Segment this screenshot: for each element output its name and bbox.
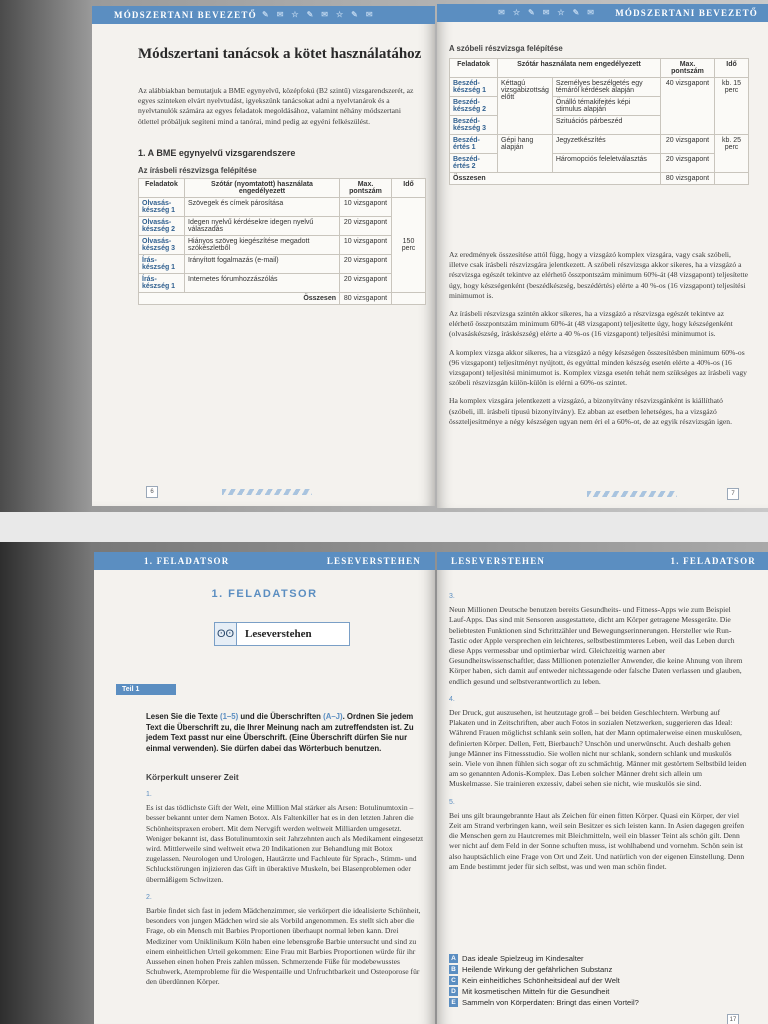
- table-row: [139, 255, 426, 274]
- results-text: [449, 250, 749, 435]
- paragraph: A komplex vizsga akkor sikeres, ha a vizsgázó a négy készségen összesítésben minimum 60%-os (96 vizsgapont) teljesítményt nyújtott, és egyúttal minden készség esetén elérte a 40%-os (16 vizsgapont) teljesítési minimumot is. Komplex vizsga esetén tehát nem szükséges az írásbeli vagy szóbeli részvizsgán külön-külön is elérni a 60%-os szintet.: [449, 347, 747, 388]
- time-cell: 150 perc: [392, 198, 426, 293]
- desc-cell: Irányított fogalmazás (e-mail): [185, 255, 340, 274]
- table-header: Feladatok: [450, 59, 498, 78]
- table-header: Max. pontszám: [661, 59, 715, 78]
- running-head-chapter: 1. FELADATSOR: [144, 556, 230, 566]
- page-footer: [437, 488, 768, 502]
- option-item: [449, 954, 747, 963]
- decorative-icons: ✉ ☆ ✎ ✉ ☆ ✎ ✉: [498, 8, 597, 17]
- running-head-section: LESEVERSTEHEN: [326, 556, 421, 566]
- text-number: 4.: [449, 695, 455, 703]
- reading-text: Bei uns gilt braungebrannte Haut als Zeichen für einen fitten Körper. Quasi ein Körper, der viel Zeit am Strand verbringen kann, weil sein Besitzer es sich leisten kann. In Asien dagegen greifen die Menschen gern zu Hautcremes mit Bleichmitteln, weil ein blasser Teint als schön gilt. Denn wer nicht auf dem Feld in der Sonne schuften muss, ist wohlhabend und vornehm. Schön sein ist also hauptsächlich eine Frage von Ort und Zeit. Und natürlich von der eigenen Einstellung. Denn am Ende bestimmt jeder für sich selbst, was und wen man schön findet.: [449, 810, 745, 871]
- option-letter: B: [449, 965, 458, 974]
- option-letter: D: [449, 987, 458, 996]
- page-6: [92, 6, 435, 506]
- total-points: 80 vizsgapont: [340, 293, 392, 305]
- table-row: [450, 78, 749, 97]
- task-cell: Olvasás-készség 2: [139, 217, 185, 236]
- total-label: Összesen: [139, 293, 340, 305]
- oral-exam-table: [449, 58, 749, 185]
- text-number: 3.: [449, 593, 455, 600]
- table-header: Szótár (nyomtatott) használata engedélyezett: [185, 179, 340, 198]
- task-cell: Beszéd-értés 2: [450, 154, 498, 173]
- reading-text: Es ist das tödlichste Gift der Welt, eine Million Mal stärker als Arsen: Botulinumtoxin – besser bekannt unter dem Namen Botox. Als Faltenkiller hat es in den letzten Jahren die Schönheitspraxen erobert. Mit dem Nervgift werden weltweit Milliarden umgesetzt. Weniger bekannt ist, dass Botulinumtoxin seit Jahrzehnten auch als Medikament eingesetzt wird. Mittlerweile sind weltweit etwa 20 Indikationen zur Behandlung mit Botox zugelassen. Neurologen und Urologen, Hautärzte und Fachleute für Sprach-, Stimm- und Schluckstörungen injizieren das Gift in überaktive Muskeln, bei Blasenproblemen oder übermäßigem Schwitzen.: [146, 803, 424, 884]
- task-cell: Olvasás-készség 1: [139, 198, 185, 217]
- section-label: Leseverstehen: [245, 628, 312, 640]
- total-label: Összesen: [450, 173, 661, 185]
- page-number: 7: [727, 488, 739, 500]
- points-cell: 20 vizsgapont: [340, 255, 392, 274]
- page-17: [437, 552, 768, 1024]
- part-label: Teil 1: [116, 684, 176, 695]
- task-cell: Beszéd-készség 2: [450, 97, 498, 116]
- dict-cell: Kéttagú vizsgabizottság előtt: [498, 78, 553, 135]
- option-text: Heilende Wirkung der gefährlichen Substanz: [462, 965, 613, 974]
- text-title: Körperkult unserer Zeit: [146, 772, 239, 782]
- page-number: 6: [146, 486, 158, 498]
- desc-cell: Internetes fórumhozzászólás: [185, 274, 340, 293]
- points-cell: 20 vizsgapont: [661, 135, 715, 154]
- option-item: [449, 976, 747, 985]
- running-head: [437, 4, 768, 22]
- time-cell: kb. 15 perc: [715, 78, 749, 135]
- table-row: [450, 135, 749, 154]
- option-text: Das ideale Spielzeug im Kindesalter: [462, 954, 584, 963]
- glasses-icon: ʘʘ: [215, 623, 237, 645]
- chapter-title: 1. FELADATSOR: [211, 588, 318, 600]
- option-text: Sammeln von Körperdaten: Bringt das einen Vorteil?: [462, 998, 639, 1007]
- reading-texts: [449, 592, 747, 880]
- option-text: Mit kosmetischen Mitteln für die Gesundheit: [462, 987, 610, 996]
- scan-divider: [0, 512, 768, 542]
- running-head: [92, 6, 435, 24]
- desc-cell: Jegyzetkészítés: [552, 135, 660, 154]
- table-row: [139, 236, 426, 255]
- text-number: 5.: [449, 798, 455, 806]
- desc-cell: Idegen nyelvű kérdésekre idegen nyelvű válaszadás: [185, 217, 340, 236]
- text-number: 2.: [146, 893, 152, 901]
- table-header: Idő: [392, 179, 426, 198]
- option-letter: A: [449, 954, 458, 963]
- time-cell: kb. 25 perc: [715, 135, 749, 173]
- desc-cell: Hiányos szöveg kiegészítése megadott szókészletből: [185, 236, 340, 255]
- running-head-text: MÓDSZERTANI BEVEZETŐ: [114, 10, 257, 20]
- table-row: [139, 198, 426, 217]
- total-points: 80 vizsgapont: [661, 173, 715, 185]
- table-row: [139, 274, 426, 293]
- task-cell: Beszéd-értés 1: [450, 135, 498, 154]
- table-header: Szótár használata nem engedélyezett: [498, 59, 661, 78]
- points-cell: 10 vizsgapont: [340, 198, 392, 217]
- page-footer: [92, 486, 435, 500]
- points-cell: 10 vizsgapont: [340, 236, 392, 255]
- running-head-chapter: 1. FELADATSOR: [670, 556, 756, 566]
- page-16: [94, 552, 435, 1024]
- bottom-book-spread: [0, 542, 768, 1024]
- running-head-section: LESEVERSTEHEN: [451, 556, 546, 566]
- reading-text: Der Druck, gut auszusehen, ist heutzutage groß – bei beiden Geschlechtern. Werbung auf Plakaten und in Zeitschriften, aber auch Fotos in sozialen Netzwerken, suggerieren das Ideal: Während Frauen möglichst schlank sein sollen, hat der Mann optimalerweise einen muskulösen, definierten Körper. Dellen, Fett, Bierbauch? Unschön und unerwünscht. Auch deshalb gehen junge Männer ins Fitnessstudio. Sie wollen nicht nur schlank, sondern schlank und muskulös sein. Viele von ihnen fühlen sich sogar oft zu schmächtig. Männer mit gestörtem Selbstbild leiden am so genannten Adonis-Komplex. Das Leben solcher Männer dreht sich allein um Muskelmasse. Sie trainieren exzessiv, dabei sehen sie nicht, wie muskulös sie sind.: [449, 708, 747, 789]
- decorative-icons: ✎ ✉ ☆ ✎ ✉ ☆ ✎ ✉: [262, 10, 376, 19]
- desc-cell: Háromopciós feleletválasztás: [552, 154, 660, 173]
- task-cell: Írás-készség 1: [139, 255, 185, 274]
- headline-options: [449, 954, 747, 1009]
- table-header-row: [139, 179, 426, 198]
- points-cell: 20 vizsgapont: [661, 154, 715, 173]
- page-title: Módszertani tanácsok a kötet használatához: [138, 46, 422, 62]
- intro-paragraph: Az alábbiakban bemutatjuk a BME egynyelvű, középfokú (B2 szintű) vizsgarendszerét, az egyes szinteken elvárt nyelvtudást, igyekszünk tanácsokat adni a nyelvtanárok és a nyelvtanulók számára az egyes feladatok megoldásához, valamint néhány módszertani ötlettel próbáljuk segíteni mind a tanórai, mind pedig az egyéni felkészülést.: [138, 86, 414, 126]
- table-header: Feladatok: [139, 179, 185, 198]
- table-header: Idő: [715, 59, 749, 78]
- table-header-row: [450, 59, 749, 78]
- desc-cell: Szövegek és címek párosítása: [185, 198, 340, 217]
- desc-cell: Önálló témakifejtés képi stimulus alapján: [552, 97, 660, 116]
- option-letter: E: [449, 998, 458, 1007]
- points-cell: 20 vizsgapont: [340, 217, 392, 236]
- decorative-hatch: [222, 489, 312, 495]
- paragraph: Az eredmények összesítése attól függ, hogy a vizsgázó komplex vizsgára, vagy csak szóbeli, illetve csak írásbeli részvizsgára jelentkezett. A szóbeli részvizsga akkor sikeres, ha a vizsgázó a részvizsga egészét tekintve az elérhető összpontszám minimum 60%-át (48 vizsgapont) teljesítette úgy, hogy készségenként (beszédkészség, beszédértés) elérte a 40 %-os (16 vizsgapont) teljesítési minimumot is.: [449, 250, 749, 300]
- dict-cell: Gépi hang alapján: [498, 135, 553, 173]
- paragraph: Az írásbeli részvizsga szintén akkor sikeres, ha a vizsgázó a részvizsga egészét tekintve az elérhető összpontszám minimum 60%-át (48 vizsgapont) teljesítette úgy, hogy készségenként (olvasáskészség, íráskészség) elérte a 40 %-os (16 vizsgapont) teljesítési minimumot is.: [449, 309, 733, 339]
- reading-texts: [146, 790, 426, 996]
- option-text: Kein einheitliches Schönheitsideal auf der Welt: [462, 976, 620, 985]
- table-total-row: [139, 293, 426, 305]
- task-cell: Beszéd-készség 1: [450, 78, 498, 97]
- page-7: [437, 4, 768, 508]
- page-number: 17: [727, 1014, 739, 1024]
- running-head: [437, 552, 768, 570]
- text-number: 1.: [146, 791, 152, 798]
- option-item: [449, 965, 747, 974]
- points-cell: 40 vizsgapont: [661, 78, 715, 135]
- table-row: [139, 217, 426, 236]
- reading-text: Barbie findet sich fast in jedem Mädchenzimmer, sie verkörpert die idealisierte Schönheit, besonders von jungen Mädchen wird sie als Vorbild angenommen. Es stellt sich aber die Frage, ob ein Mensch mit Barbies Proportionen überhaupt normal leben kann. Drei Mediziner vom Uniklinikum Köln haben eine lebensgroße Barbie untersucht und sind zu einem einheitlichen Urteil gekommen: Eine Frau mit Barbies Proportionen würde für ihr Aussehen einen hohen Preis zahlen müssen. Schmerzende Füße für modebewusstes Schuhwerk, Atemprobleme für die Wespentaille und Unfruchtbarkeit und Osteoporose für den überdünnen Körper.: [146, 906, 421, 987]
- running-head-text: MÓDSZERTANI BEVEZETŐ: [615, 8, 758, 18]
- paragraph: Ha komplex vizsgára jelentkezett a vizsgázó, a bizonyítvány részvizsgánként is kiállítható (szóbeli, ill. írásbeli típusú bizonyítvány). Ez abban az esetben lehetséges, ha a vizsgázó összteljesítménye a négy készségen ugyan nem éri el a 60%-ot, de az egyik részvizsgán igen.: [449, 396, 732, 426]
- section-label-box: [214, 622, 350, 646]
- option-item: [449, 998, 747, 1007]
- points-cell: 20 vizsgapont: [340, 274, 392, 293]
- task-cell: Olvasás-készség 3: [139, 236, 185, 255]
- option-item: [449, 987, 747, 996]
- option-letter: C: [449, 976, 458, 985]
- section-title: 1. A BME egynyelvű vizsgarendszere: [138, 148, 296, 158]
- task-instruction: Lesen Sie die Texte (1–5) und die Überschriften (A–J). Ordnen Sie jedem Text die Überschrift zu, die Ihrer Meinung nach am zutreffendsten ist. Zu jedem Text passt nur eine Überschrift. (Eine Überschrift dürfen Sie nur einmal verwenden). Sie dürfen dabei das Wörterbuch benutzen.: [146, 712, 414, 753]
- table-row: [450, 154, 749, 173]
- reading-text: Neun Millionen Deutsche benutzen bereits Gesundheits- und Fitness-Apps wie zum Beispiel Lauf-Apps. Das sind mit Sensoren ausgestattete, dicht am Körper getragene Messgeräte. Die beliebtesten Funktionen sind Schrittzähler und Bewegungserinnerungen. Hersteller wie Run-Tastic oder Apple versprechen ein leichteres, selbstbestimmteres Leben, weil das Leben durch diese Apps vermessbar und optimierbar wird. Gleichzeitig warnen aber Gesundheitswissenschaftler, dass Millionen potenzieller Anwender, die keine Ahnung von ihrem Körper haben, sich damit auf entweder nichtssagende oder falsche Daten verlassen und glauben, endlich gesund und selbstverantwortlich zu leben.: [449, 605, 743, 686]
- written-exam-table: [138, 178, 426, 305]
- table-header: Max. pontszám: [340, 179, 392, 198]
- table-title: Az írásbeli részvizsga felépítése: [138, 166, 257, 175]
- task-cell: Írás-készség 1: [139, 274, 185, 293]
- decorative-hatch: [587, 491, 677, 497]
- task-cell: Beszéd-készség 3: [450, 116, 498, 135]
- running-head: [94, 552, 435, 570]
- table-title: A szóbeli részvizsga felépítése: [449, 44, 563, 53]
- table-total-row: [450, 173, 749, 185]
- desc-cell: Szituációs párbeszéd: [552, 116, 660, 135]
- desc-cell: Személyes beszélgetés egy témáról kérdések alapján: [552, 78, 660, 97]
